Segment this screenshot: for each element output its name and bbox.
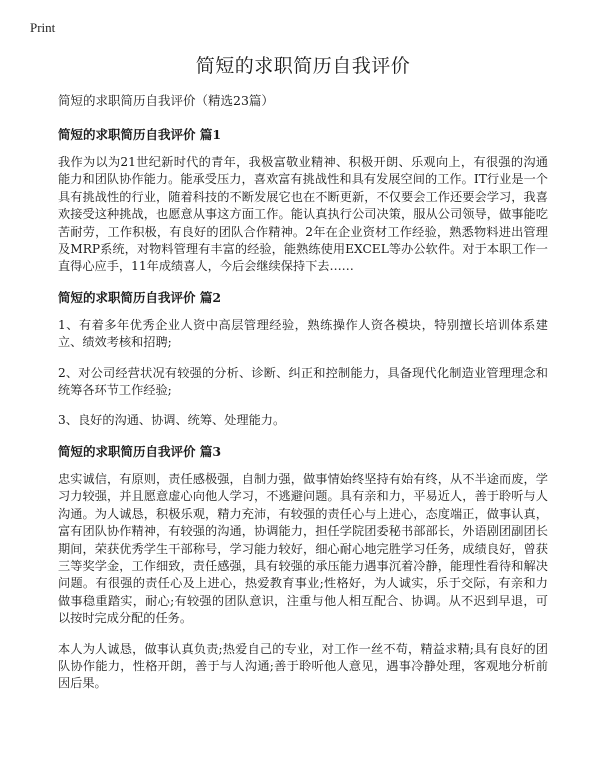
section-paragraph: 3、良好的沟通、协调、统筹、处理能力。 <box>58 413 286 428</box>
section-heading: 简短的求职简历自我评价 篇3 <box>58 443 222 459</box>
section-paragraph: 1、有着多年优秀企业人资中高层管理经验，熟练操作人资各模块，特别擅长培训体系建立、绩效考核和招聘; <box>58 317 548 350</box>
document-title: 简短的求职简历自我评价 <box>195 55 411 77</box>
section-3 <box>58 443 548 693</box>
document-body <box>58 54 548 706</box>
section-paragraph: 2、对公司经营状况有较强的分析、诊断、纠正和控制能力，具备现代化制造业管理理念和统筹各环节工作经验; <box>58 365 548 398</box>
document-subtitle: 简短的求职简历自我评价（精选23篇） <box>58 93 274 108</box>
section-1 <box>58 126 548 276</box>
section-paragraph: 我作为以为21世纪新时代的青年，我极富敬业精神、积极开朗、乐观向上，有很强的沟通能力和团队协作能力。能承受压力，喜欢富有挑战性和具有发展空间的工作。IT行业是一个具有挑战性的行业，随着科技的不断发展它也在不断更新，不仅要会工作还要会学习，我喜欢接受这种挑战，也愿意从事这方面工作。能认真执行公司决策，服从公司领导，做事能吃苦耐劳，工作积极，有良好的团队合作精神。2年在企业资材工作经验，熟悉物料进出管理及MRP系统，对物料管理有丰富的经验，能熟练使用EXCEL等办公软件。对于本职工作一直得心应手，11年成绩喜人，今后会继续保持下去…… <box>58 155 548 274</box>
section-paragraph: 本人为人诚恳，做事认真负责;热爱自己的专业，对工作一丝不苟，精益求精;具有良好的团队协作能力，性格开朗，善于与人沟通;善于聆听他人意见，遇事冷静处理，客观地分析前因后果。 <box>58 641 548 691</box>
section-2 <box>58 289 548 430</box>
print-label: Print <box>30 20 56 35</box>
section-paragraph: 忠实诚信，有原则，责任感极强，自制力强，做事情始终坚持有始有终，从不半途而废，学习力较强，并且愿意虚心向他人学习，不逃避问题。具有亲和力，平易近人，善于聆听与人沟通。为人诚恳，积极乐观，精力充沛，有较强的责任心与上进心，态度端正，做事认真，富有团队协作精神，有较强的沟通，协调能力，担任学院团委秘书部部长，外语剧团副团长期间，荣获优秀学生干部称号，学习能力较好，细心耐心地完胜学习任务，成绩良好，曾获三等奖学金，工作细致，责任感强，具有较强的承压能力遇事沉着冷静，能理性看待和解决问题。有很强的责任心及上进心，热爱教育事业;性格好，为人诚实，乐于交际，有亲和力做事稳重踏实，耐心;有较强的团队意识，注重与他人相互配合、协调。从不迟到早退，可以按时完成分配的任务。 <box>58 471 548 626</box>
section-heading: 简短的求职简历自我评价 篇2 <box>58 289 222 305</box>
section-heading: 简短的求职简历自我评价 篇1 <box>58 127 222 142</box>
